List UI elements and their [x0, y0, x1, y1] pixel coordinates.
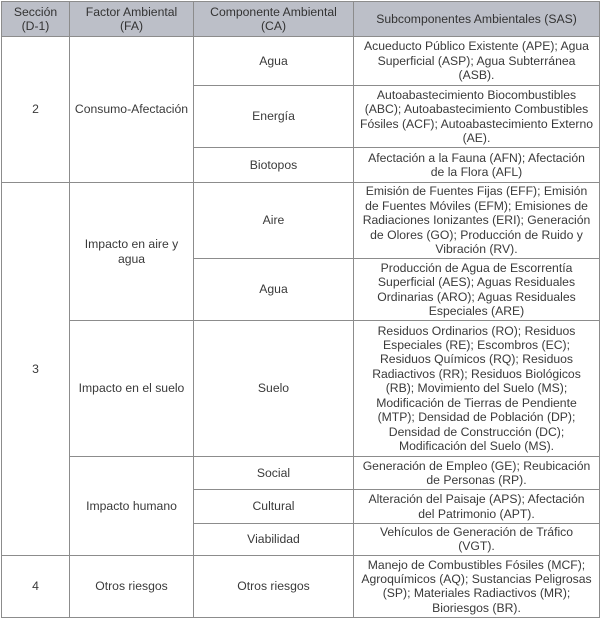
factor-cell: Impacto en aire y agua — [70, 183, 194, 321]
header-subcomponentes: Subcomponentes Ambientales (SAS) — [354, 2, 600, 37]
component-cell: Aire — [194, 183, 354, 259]
header-seccion: Sección (D-1) — [2, 2, 70, 37]
subcomponents-cell: Manejo de Combustibles Fósiles (MCF); Agroquímicos (AQ); Sustancias Peligrosas (SP); Materiales Radiactivos (MR); Bioriesgos (BR). — [354, 555, 600, 617]
subcomponents-cell: Afectación a la Fauna (AFN); Afectación de la Flora (AFL) — [354, 148, 600, 183]
factor-cell: Impacto en el suelo — [70, 321, 194, 457]
subcomponents-cell: Generación de Empleo (GE); Reubicación de Personas (RP). — [354, 457, 600, 490]
component-cell: Suelo — [194, 321, 354, 457]
component-cell: Cultural — [194, 490, 354, 524]
factor-cell: Impacto humano — [70, 457, 194, 556]
environmental-factors-table — [1, 1, 600, 618]
component-cell: Social — [194, 457, 354, 490]
subcomponents-cell: Residuos Ordinarios (RO); Residuos Especiales (RE); Escombros (EC); Residuos Químicos (RQ); Residuos Radiactivos (RR); Residuos Biológicos (RB); Movimiento del Suelo (MS); Modificación de Tierras de Pendiente (MTP); Densidad de Población (DP); Densidad de Construcción (DC); Modificación del Suelo (MS). — [354, 321, 600, 457]
header-componente-ambiental: Componente Ambiental (CA) — [194, 2, 354, 37]
header-row — [2, 2, 600, 37]
table-row — [2, 555, 600, 617]
table-row — [2, 457, 600, 490]
factor-cell: Consumo-Afectación — [70, 37, 194, 183]
table-row — [2, 183, 600, 259]
table-row — [2, 321, 600, 457]
seccion-cell: 4 — [2, 555, 70, 617]
seccion-cell: 3 — [2, 183, 70, 556]
component-cell: Viabilidad — [194, 524, 354, 556]
header-factor-ambiental: Factor Ambiental (FA) — [70, 2, 194, 37]
factor-cell: Otros riesgos — [70, 555, 194, 617]
subcomponents-cell: Alteración del Paisaje (APS); Afectación del Patrimonio (APT). — [354, 490, 600, 524]
subcomponents-cell: Vehículos de Generación de Tráfico (VGT). — [354, 524, 600, 556]
subcomponents-cell: Autoabastecimiento Biocombustibles (ABC); Autoabastecimiento Combustibles Fósiles (ACF); Autoabastecimiento Externo (AE). — [354, 86, 600, 148]
component-cell: Agua — [194, 259, 354, 321]
component-cell: Energía — [194, 86, 354, 148]
component-cell: Biotopos — [194, 148, 354, 183]
component-cell: Agua — [194, 37, 354, 86]
subcomponents-cell: Acueducto Público Existente (APE); Agua Superficial (ASP); Agua Subterránea (ASB). — [354, 37, 600, 86]
subcomponents-cell: Producción de Agua de Escorrentía Superficial (AES); Aguas Residuales Ordinarias (ARO); Aguas Residuales Especiales (ARE) — [354, 259, 600, 321]
subcomponents-cell: Emisión de Fuentes Fijas (EFF); Emisión de Fuentes Móviles (EFM); Emisiones de Radiaciones Ionizantes (ERI); Generación de Olores (GO); Producción de Ruido y Vibración (RV). — [354, 183, 600, 259]
table-row — [2, 37, 600, 86]
seccion-cell: 2 — [2, 37, 70, 183]
component-cell: Otros riesgos — [194, 555, 354, 617]
